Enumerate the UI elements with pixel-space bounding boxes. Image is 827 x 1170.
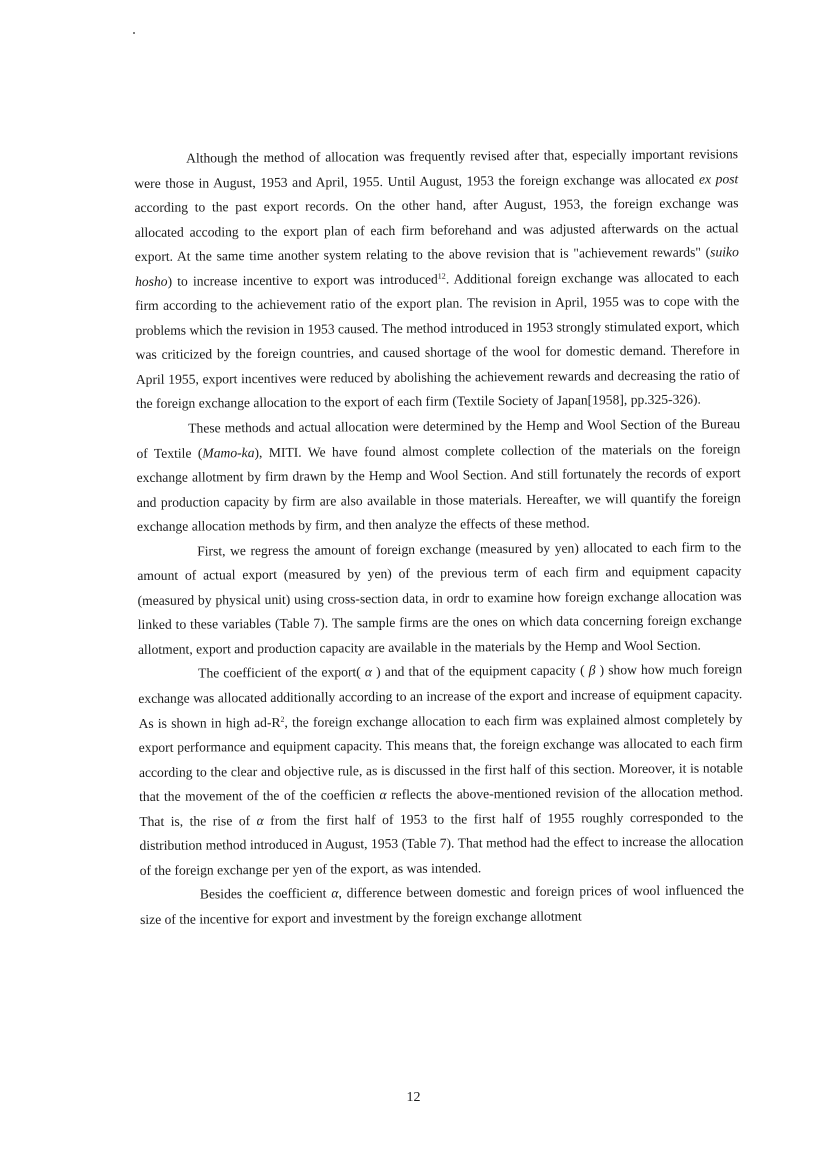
text-run: reflects the above-mentioned revision of the allocation method. That is, the rise of bbox=[139, 784, 744, 829]
paragraph bbox=[140, 879, 744, 933]
italic-term: Mamo-ka bbox=[202, 444, 255, 461]
paragraph bbox=[137, 535, 742, 662]
text-run: First, we regress the amount of foreign exchange (measured by yen) allocated to each firm to the amount of actual export (measured by yen) of the previous term of each firm and equipment capacity (measured by physical unit) using cross-section data, in ordr to examine how foreign exchange allocation was linked to these variables (Table 7). The sample firms are the ones on which data concerning foreign exchange allotment, export and production capacity are available in the materials by the Hemp and Wool Section. bbox=[137, 538, 742, 657]
scan-speck bbox=[133, 32, 135, 34]
text-run: . Additional foreign exchange was allocated to each firm according to the achievement ratio of the export plan. The revision in April, 1955 was to cope with the problems which the revision in 1953 caused. The method introduced in 1953 strongly stimulated export, which was criticized by the foreign countries, and caused shortage of the wool for domestic demand. Therefore in April 1955, export incentives were reduced by abolishing the achievement rewards and decreasing the ratio of the foreign exchange allocation to the export of each firm (Textile Society of Japan[1958], pp.325-326). bbox=[135, 268, 740, 412]
text-run: , the foreign exchange allocation to each firm was explained almost completely by export performance and equipment capacity. This means that, the foreign exchange was allocated to each firm according to the clear and objective rule, as is discussed in the first half of this section. Moreover, it is notable that the movement of the of the coefficien bbox=[138, 710, 743, 805]
italic-term: α bbox=[331, 885, 339, 901]
italic-term: suiko hosho bbox=[134, 244, 739, 289]
text-run: Although the method of allocation was frequently revised after that, especially important revisions were those in August, 1953 and April, 1955. Until August, 1953 the foreign exchange was allocated bbox=[134, 146, 739, 191]
text-run: The coefficient of the export( bbox=[198, 664, 365, 681]
body-text bbox=[134, 142, 744, 932]
text-run: ) to increase incentive to export was introduced bbox=[167, 271, 438, 289]
page-number: 12 bbox=[406, 1090, 421, 1105]
superscript: 12 bbox=[437, 271, 446, 281]
text-run: These methods and actual allocation were determined by the Hemp and Wool Section of the Bureau of Textile ( bbox=[136, 416, 741, 461]
italic-term: α bbox=[256, 812, 264, 828]
paragraph bbox=[138, 658, 744, 884]
italic-term: α bbox=[379, 787, 387, 803]
italic-term: β bbox=[588, 662, 596, 678]
italic-term: α bbox=[364, 664, 373, 680]
text-run: ) show how much foreign exchange was allocated additionally according to an increase of the export and increase of equipment capacity. As is shown in high ad-R bbox=[138, 661, 743, 731]
paragraph bbox=[136, 412, 741, 539]
text-run: ) and that of the equipment capacity ( bbox=[371, 662, 589, 680]
text-run: Besides the coefficient bbox=[199, 885, 332, 902]
italic-term: ex post bbox=[698, 170, 739, 187]
paragraph bbox=[134, 142, 740, 417]
text-run: from the first half of 1953 to the first half of 1955 roughly corresponded to the distribution method introduced in August, 1953 (Table 7). That method had the effect to increase the allocation of the foreign exchange per yen of the export, as was intended. bbox=[139, 809, 744, 878]
text-run: , difference between domestic and foreign prices of wool influenced the size of the incentive for export and investment by the foreign exchange allotment bbox=[140, 882, 744, 927]
superscript: 2 bbox=[280, 714, 285, 724]
text-run: according to the past export records. On the other hand, after August, 1953, the foreign exchange was allocated accoding to the export plan of each firm beforehand and was adjusted afterwards on the actual export. At the same time another system relating to the above revision that is "achievement rewards" ( bbox=[134, 195, 739, 265]
text-run: ), MITI. We have found almost complete collection of the materials on the foreign exchange allotment by firm drawn by the Hemp and Wool Section. And still fortunately the records of export and production capacity by firm are also available in those materials. Hereafter, we will quantify the foreign exchange allocation methods by firm, and then analyze the effects of these method. bbox=[136, 440, 741, 535]
